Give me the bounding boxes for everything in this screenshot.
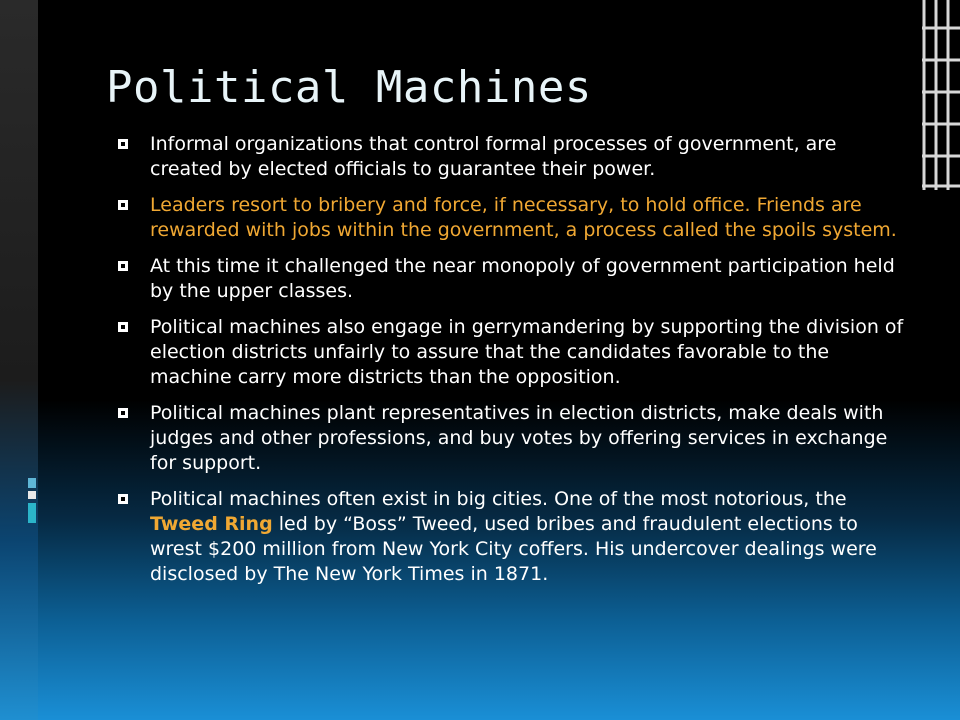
band-accent-mark [28, 503, 36, 523]
band-accent-mark [28, 491, 36, 499]
list-item [118, 254, 908, 304]
bullet-text: Political machines also engage in gerrymandering by supporting the division of election districts unfairly to assure that the candidates favorable to the machine carry more districts than the opposition. [150, 316, 904, 388]
bullet-text [150, 488, 877, 585]
square-bullet-icon [118, 261, 128, 271]
list-item [118, 315, 908, 390]
tweed-ring-highlight: Tweed Ring [150, 513, 273, 535]
bullet-text: Leaders resort to bribery and force, if necessary, to hold office. Friends are rewarded with jobs within the government, a process called the spoils system. [150, 194, 897, 241]
bullet-text-post: led by “Boss” Tweed, used bribes and fraudulent elections to wrest $200 million from New York City coffers. His undercover dealings were disclosed by The New York Times in 1871. [150, 513, 877, 585]
square-bullet-icon [118, 139, 128, 149]
square-bullet-icon [118, 408, 128, 418]
bullet-list [118, 132, 908, 598]
square-bullet-icon [118, 322, 128, 332]
bullet-text-pre: Political machines often exist in big cities. One of the most notorious, the [150, 488, 847, 510]
bullet-text: Political machines plant representatives in election districts, make deals with judges and other professions, and buy votes by offering services in exchange for support. [150, 402, 888, 474]
left-decorative-band [0, 0, 38, 720]
band-accent-mark [28, 478, 36, 488]
bullet-text: At this time it challenged the near monopoly of government participation held by the upper classes. [150, 255, 895, 302]
slide-title: Political Machines [106, 62, 592, 113]
bullet-text: Informal organizations that control formal processes of government, are created by elected officials to guarantee their power. [150, 133, 837, 180]
list-item [118, 132, 908, 182]
list-item [118, 193, 908, 243]
grid-decoration-icon [922, 0, 960, 190]
list-item [118, 401, 908, 476]
square-bullet-icon [118, 200, 128, 210]
square-bullet-icon [118, 494, 128, 504]
list-item [118, 487, 908, 587]
